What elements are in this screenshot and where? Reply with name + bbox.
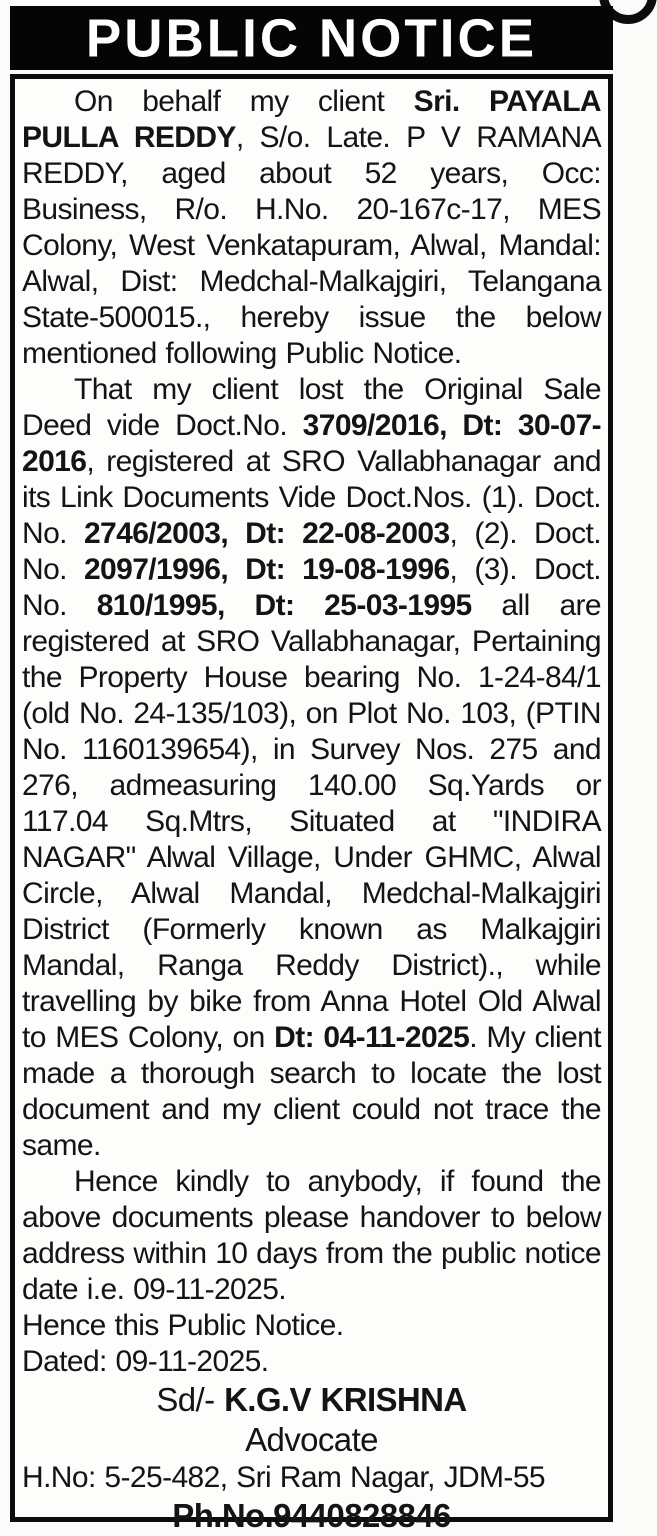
designation-line	[22, 1420, 601, 1460]
text-segment: On behalf my client	[74, 85, 414, 118]
lost-deed-paragraph	[22, 372, 601, 1164]
bold-text-segment: Dt: 04-11-2025	[274, 1021, 470, 1054]
text-segment: That my client lost the Original Sale Deed vide Doct.No.	[22, 373, 601, 442]
handover-paragraph	[22, 1164, 601, 1308]
text-segment: . My client made a thorough search to locate the lost document and my client could not trace the same.	[22, 1021, 601, 1162]
bold-text-segment: 810/1995, Dt: 25-03-1995	[96, 589, 472, 622]
hence-line	[22, 1308, 601, 1344]
bold-text-segment: K.G.V KRISHNA	[224, 1381, 467, 1418]
text-segment: Sd/-	[156, 1381, 225, 1418]
bold-text-segment: Sri. PAYALA PULLA REDDY	[22, 85, 602, 154]
signature-line	[22, 1380, 601, 1420]
notice-title: PUBLIC NOTICE	[85, 7, 538, 69]
text-segment: , (2). Doct. No.	[22, 517, 602, 586]
bold-text-segment: 2746/2003, Dt: 22-08-2003	[83, 517, 450, 550]
text-segment: Dated: 09-11-2025.	[22, 1345, 269, 1378]
phone-line	[22, 1496, 601, 1536]
bold-text-segment: Ph.No.9440828846	[172, 1497, 451, 1534]
text-segment: Hence this Public Notice.	[22, 1309, 344, 1342]
intro-paragraph	[22, 84, 601, 372]
notice-title-bar	[10, 6, 613, 70]
bold-text-segment: 3709/2016, Dt: 30-07-2016	[22, 409, 601, 478]
text-segment: Advocate	[245, 1421, 378, 1458]
address-line	[22, 1460, 601, 1496]
notice-body	[10, 74, 613, 1534]
text-segment: all are registered at SRO Vallabhanagar, Pertaining the Property House bearing No. 1-24-84/1 (old No. 24-135/103), on Plot No. 103, (PTIN No. 1160139654), in Survey Nos. 275 and 276, admeasuring 140.00 Sq.Yards or 117.04 Sq.Mtrs, Situated at "INDIRA NAGAR" Alwal Village, Under GHMC, Alwal Circle, Alwal Mandal, Medchal-Malkajgiri District (Formerly known as Malkajgiri Mandal, Ranga Reddy District)., while travelling by bike from Anna Hotel Old Alwal to MES Colony, on	[22, 589, 601, 1054]
text-segment: , (3). Doct. No.	[22, 553, 602, 622]
dated-line	[22, 1344, 601, 1380]
text-segment: Hence kindly to anybody, if found the above documents please handover to below address within 10 days from the public notice date i.e. 09-11-2025.	[22, 1165, 601, 1306]
text-segment: , registered at SRO Vallabhanagar and its Link Documents Vide Doct.Nos. (1). Doct. No.	[22, 445, 601, 550]
public-notice-ad	[10, 6, 613, 1534]
bold-text-segment: 2097/1996, Dt: 19-08-1996	[83, 553, 450, 586]
text-segment: , S/o. Late. P V RAMANA REDDY, aged about 52 years, Occ: Business, R/o. H.No. 20-167c-17, MES Colony, West Venkatapuram, Alwal, Mandal: Alwal, Dist: Medchal-Malkajgiri, Telangana State-500015., hereby issue the below mentioned following Public Notice.	[22, 121, 601, 370]
text-segment: H.No: 5-25-482, Sri Ram Nagar, JDM-55	[22, 1461, 545, 1494]
